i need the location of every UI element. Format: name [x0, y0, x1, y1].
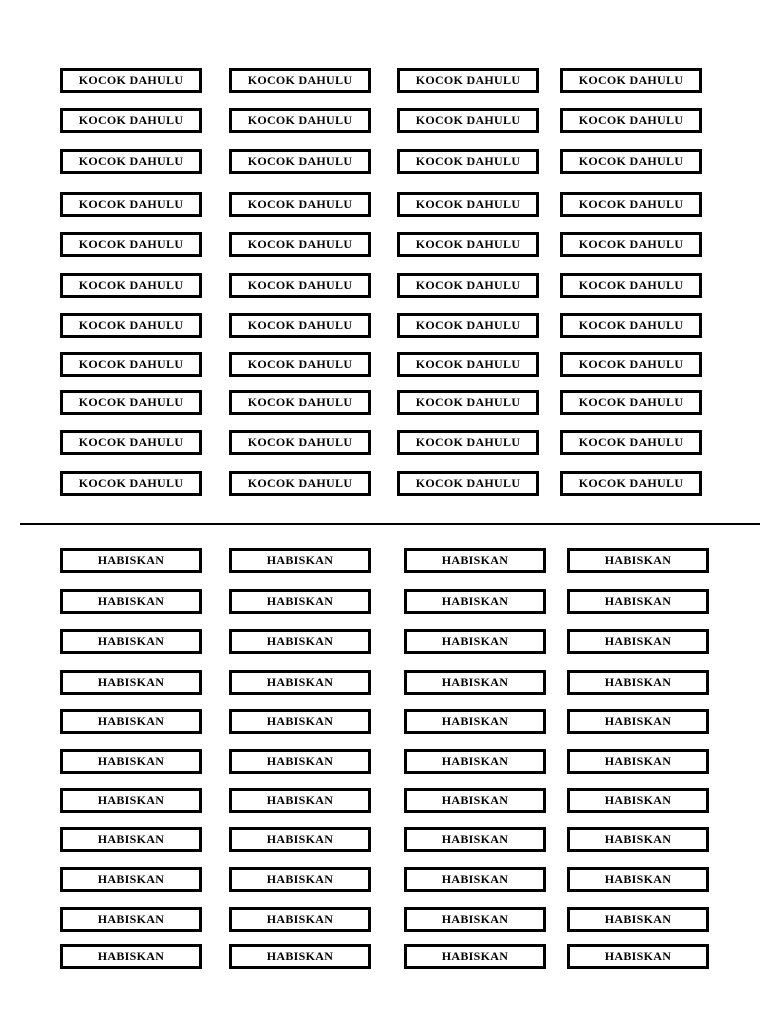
- kocok-dahulu-label: KOCOK DAHULU: [229, 471, 371, 496]
- kocok-dahulu-label: KOCOK DAHULU: [560, 232, 702, 257]
- habiskan-label: HABISKAN: [229, 827, 371, 852]
- habiskan-label: HABISKAN: [60, 548, 202, 573]
- kocok-dahulu-label: KOCOK DAHULU: [560, 149, 702, 174]
- kocok-dahulu-label: KOCOK DAHULU: [397, 108, 539, 133]
- kocok-dahulu-label: KOCOK DAHULU: [560, 192, 702, 217]
- habiskan-label: HABISKAN: [60, 867, 202, 892]
- kocok-dahulu-label: KOCOK DAHULU: [397, 471, 539, 496]
- habiskan-label: HABISKAN: [229, 589, 371, 614]
- habiskan-label: HABISKAN: [567, 907, 709, 932]
- habiskan-label: HABISKAN: [404, 589, 546, 614]
- habiskan-label: HABISKAN: [567, 944, 709, 969]
- kocok-dahulu-label: KOCOK DAHULU: [560, 68, 702, 93]
- kocok-dahulu-label: KOCOK DAHULU: [397, 232, 539, 257]
- habiskan-label: HABISKAN: [60, 827, 202, 852]
- habiskan-label: HABISKAN: [229, 548, 371, 573]
- kocok-dahulu-label: KOCOK DAHULU: [60, 149, 202, 174]
- kocok-dahulu-label: KOCOK DAHULU: [229, 232, 371, 257]
- habiskan-label: HABISKAN: [404, 944, 546, 969]
- habiskan-label: HABISKAN: [229, 907, 371, 932]
- kocok-dahulu-label: KOCOK DAHULU: [229, 273, 371, 298]
- habiskan-label: HABISKAN: [60, 788, 202, 813]
- kocok-dahulu-label: KOCOK DAHULU: [397, 192, 539, 217]
- kocok-dahulu-label: KOCOK DAHULU: [560, 352, 702, 377]
- habiskan-label: HABISKAN: [60, 907, 202, 932]
- habiskan-label: HABISKAN: [229, 944, 371, 969]
- kocok-dahulu-label: KOCOK DAHULU: [229, 352, 371, 377]
- kocok-dahulu-label: KOCOK DAHULU: [229, 108, 371, 133]
- habiskan-label: HABISKAN: [404, 548, 546, 573]
- kocok-dahulu-label: KOCOK DAHULU: [560, 108, 702, 133]
- kocok-dahulu-label: KOCOK DAHULU: [560, 430, 702, 455]
- habiskan-label: HABISKAN: [60, 629, 202, 654]
- kocok-dahulu-label: KOCOK DAHULU: [60, 108, 202, 133]
- habiskan-label: HABISKAN: [229, 867, 371, 892]
- habiskan-label: HABISKAN: [404, 867, 546, 892]
- habiskan-label: HABISKAN: [404, 670, 546, 695]
- kocok-dahulu-label: KOCOK DAHULU: [397, 352, 539, 377]
- habiskan-label: HABISKAN: [567, 548, 709, 573]
- kocok-dahulu-label: KOCOK DAHULU: [397, 68, 539, 93]
- kocok-dahulu-label: KOCOK DAHULU: [60, 471, 202, 496]
- habiskan-label: HABISKAN: [404, 907, 546, 932]
- kocok-dahulu-label: KOCOK DAHULU: [397, 149, 539, 174]
- kocok-dahulu-label: KOCOK DAHULU: [229, 313, 371, 338]
- kocok-dahulu-label: KOCOK DAHULU: [60, 68, 202, 93]
- habiskan-label: HABISKAN: [60, 709, 202, 734]
- habiskan-label: HABISKAN: [229, 788, 371, 813]
- kocok-dahulu-label: KOCOK DAHULU: [397, 390, 539, 415]
- kocok-dahulu-label: KOCOK DAHULU: [229, 149, 371, 174]
- kocok-dahulu-label: KOCOK DAHULU: [229, 192, 371, 217]
- habiskan-label: HABISKAN: [404, 749, 546, 774]
- kocok-dahulu-label: KOCOK DAHULU: [60, 232, 202, 257]
- habiskan-label: HABISKAN: [567, 827, 709, 852]
- habiskan-label: HABISKAN: [567, 670, 709, 695]
- habiskan-label: HABISKAN: [60, 670, 202, 695]
- habiskan-label: HABISKAN: [229, 629, 371, 654]
- kocok-dahulu-label: KOCOK DAHULU: [229, 390, 371, 415]
- kocok-dahulu-label: KOCOK DAHULU: [560, 390, 702, 415]
- habiskan-label: HABISKAN: [404, 709, 546, 734]
- kocok-dahulu-label: KOCOK DAHULU: [560, 273, 702, 298]
- habiskan-label: HABISKAN: [567, 867, 709, 892]
- kocok-dahulu-label: KOCOK DAHULU: [60, 313, 202, 338]
- habiskan-label: HABISKAN: [567, 788, 709, 813]
- habiskan-label: HABISKAN: [60, 749, 202, 774]
- habiskan-label: HABISKAN: [404, 827, 546, 852]
- kocok-dahulu-label: KOCOK DAHULU: [229, 430, 371, 455]
- habiskan-label: HABISKAN: [229, 709, 371, 734]
- habiskan-label: HABISKAN: [567, 629, 709, 654]
- habiskan-label: HABISKAN: [567, 709, 709, 734]
- kocok-dahulu-label: KOCOK DAHULU: [397, 273, 539, 298]
- section-divider: [20, 523, 760, 525]
- habiskan-label: HABISKAN: [404, 788, 546, 813]
- habiskan-label: HABISKAN: [60, 589, 202, 614]
- kocok-dahulu-label: KOCOK DAHULU: [60, 192, 202, 217]
- kocok-dahulu-label: KOCOK DAHULU: [397, 430, 539, 455]
- kocok-dahulu-label: KOCOK DAHULU: [229, 68, 371, 93]
- habiskan-label: HABISKAN: [60, 944, 202, 969]
- habiskan-label: HABISKAN: [567, 589, 709, 614]
- kocok-dahulu-label: KOCOK DAHULU: [560, 471, 702, 496]
- habiskan-label: HABISKAN: [404, 629, 546, 654]
- kocok-dahulu-label: KOCOK DAHULU: [397, 313, 539, 338]
- habiskan-label: HABISKAN: [229, 749, 371, 774]
- habiskan-label: HABISKAN: [567, 749, 709, 774]
- kocok-dahulu-label: KOCOK DAHULU: [60, 390, 202, 415]
- kocok-dahulu-label: KOCOK DAHULU: [560, 313, 702, 338]
- kocok-dahulu-label: KOCOK DAHULU: [60, 273, 202, 298]
- kocok-dahulu-label: KOCOK DAHULU: [60, 352, 202, 377]
- kocok-dahulu-label: KOCOK DAHULU: [60, 430, 202, 455]
- habiskan-label: HABISKAN: [229, 670, 371, 695]
